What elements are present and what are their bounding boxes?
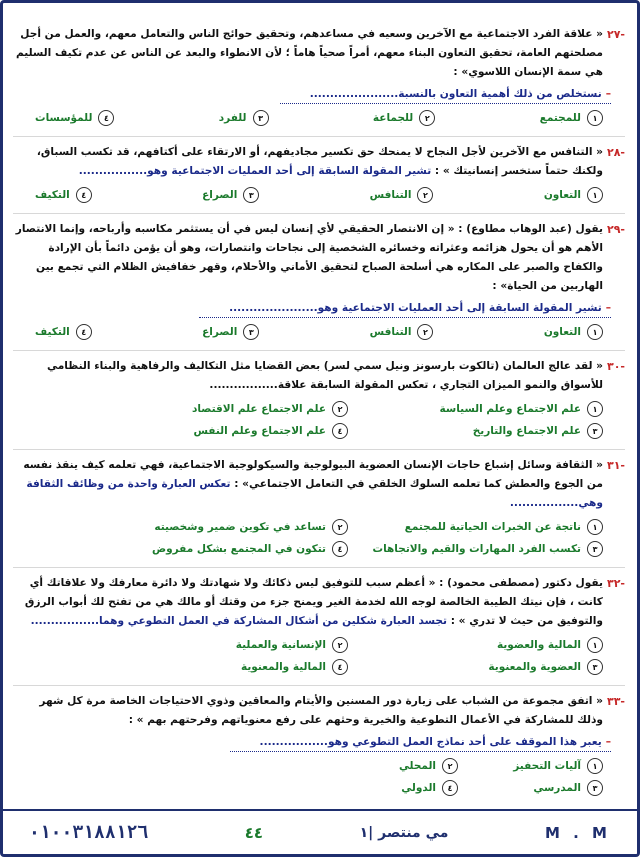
option-number-circle: ٣ <box>587 780 603 796</box>
option-label: ناتجة عن الخبرات الحياتية للمجتمع <box>404 521 581 533</box>
divider <box>13 685 625 686</box>
option-label: التعاون <box>543 326 581 338</box>
option-number-circle: ١ <box>587 324 603 340</box>
option-d[interactable] <box>35 110 114 126</box>
question-prompt: –يعبر هذا الموقف على أحد نماذج العمل التطوعي وهو................. <box>230 733 611 752</box>
option-number-circle: ٤ <box>76 324 92 340</box>
question-text: « اتفق مجموعة من الشباب على زيارة دور المسنين والأيتام والمعاقين وذوي الاحتياجات الخاصة مرة كل شهر وذلك للمشاركة في الأعمال التطوعية والخيرية وحثهم على رفع معنوياتهم وفرحتهم بهم » : <box>39 695 603 726</box>
question-body: « التنافس مع الآخرين لأجل النجاح لا يمنحك حق تكسير مجاديفهم، أو الارتقاء على أكتافهم، قد تكسب السباق، ولكنك حتماً ستخسر إنسانيتك » : <box>36 146 603 177</box>
question-32 <box>13 574 625 679</box>
option-number-circle: ٤ <box>442 780 458 796</box>
option-number-circle: ٤ <box>332 659 348 675</box>
options-grid <box>13 631 625 679</box>
option-number-circle: ٤ <box>76 187 92 203</box>
option-a[interactable] <box>348 401 603 417</box>
questions-container <box>13 25 625 806</box>
option-b[interactable] <box>370 324 434 340</box>
option-label: تساعد في تكوين ضمير وشخصيته <box>154 521 326 533</box>
option-label: المالية والعضوية <box>496 639 581 651</box>
options-row <box>13 104 625 130</box>
question-instruction: تشير المقولة السابقة إلى أحد العمليات الاجتماعية وهو................. <box>78 165 432 177</box>
question-number: -٣١ <box>606 459 625 472</box>
question-text <box>13 456 603 513</box>
option-b[interactable] <box>93 401 348 417</box>
option-label: المالية والمعنوية <box>241 661 326 673</box>
option-label: علم الاجتماع وعلم السياسة <box>439 403 581 415</box>
question-prompt-text: يعبر هذا الموقف على أحد نماذج العمل التطوعي وهو................. <box>259 736 602 748</box>
option-number-circle: ٢ <box>417 187 433 203</box>
option-number-circle: ١ <box>587 637 603 653</box>
option-number-circle: ٤ <box>332 541 348 557</box>
question-body: يقول دكتور (مصطفى محمود) : « أعظم سبب للتوفيق ليس ذكائك ولا شهادتك ولا دائرة معارفك ولا علاقاتك أي كانت ، فإن نيتك الطيبة الخالصة لوجه الله لخدمة الغير ويمنح جزء من وقتك أو مالك هي من تفتح لك أبواب الرزق والتوفيق من حيث لا تدري » : <box>24 577 603 627</box>
option-number-circle: ٤ <box>332 423 348 439</box>
option-a[interactable] <box>540 110 603 126</box>
question-33 <box>13 692 625 800</box>
option-label: التنافس <box>369 189 412 201</box>
option-number-circle: ٢ <box>332 637 348 653</box>
option-label: المدرسي <box>533 782 581 794</box>
option-label: علم الاجتماع والتاريخ <box>472 425 581 437</box>
question-prompt-text: تشير المقولة السابقة إلى أحد العمليات الاجتماعية وهو...................... <box>229 302 602 314</box>
option-label: للفرد <box>218 112 247 124</box>
page-number: ٤٤ <box>244 823 264 842</box>
option-label: التنافس <box>369 326 412 338</box>
option-number-circle: ٢ <box>332 401 348 417</box>
option-label: تتكون في المجتمع بشكل مفروض <box>152 543 326 555</box>
divider <box>13 136 625 137</box>
option-label: للمجتمع <box>539 112 581 124</box>
option-number-circle: ٢ <box>442 758 458 774</box>
option-number-circle: ٣ <box>253 110 269 126</box>
question-body: « الثقافة وسائل إشباع حاجات الإنسان العضوية البيولوجية والسيكولوجية الاجتماعية، فهي تعلمه كيف ينقذ نفسه من الجوع والعطش كما تعلمه السلوك الخلقي في التعامل الاجتماعي» : <box>23 459 603 490</box>
option-number-circle: ٣ <box>587 659 603 675</box>
teacher-name: مي منتصر |١ <box>359 824 449 841</box>
question-number: -٣٢ <box>606 577 625 590</box>
option-b[interactable] <box>373 110 435 126</box>
option-number-circle: ١ <box>587 758 603 774</box>
options-row <box>13 318 625 344</box>
option-number-circle: ١ <box>587 187 603 203</box>
option-label: آليات التحفيز <box>513 760 581 772</box>
question-number: -٣٠ <box>606 360 625 373</box>
option-number-circle: ٣ <box>587 423 603 439</box>
option-label: الإنسانية والعملية <box>235 639 326 651</box>
question-instruction: تجسد العبارة شكلين من أشكال المشاركة في العمل التطوعي وهما................. <box>30 615 448 627</box>
option-c[interactable] <box>219 110 269 126</box>
question-instruction: تعكس العبارة واحدة من وظائف الثقافة وهي................. <box>26 478 603 509</box>
author-initials: M . M <box>544 823 611 842</box>
divider <box>13 567 625 568</box>
question-number: -٢٩ <box>606 223 625 236</box>
question-30 <box>13 357 625 443</box>
question-number: -٢٧ <box>606 28 625 41</box>
option-number-circle: ٢ <box>332 519 348 535</box>
option-c[interactable] <box>202 187 259 203</box>
option-label: الصراع <box>202 189 238 201</box>
option-d[interactable] <box>93 541 348 557</box>
option-d[interactable] <box>35 187 92 203</box>
divider <box>13 213 625 214</box>
option-d[interactable] <box>93 659 348 675</box>
option-number-circle: ٣ <box>243 324 259 340</box>
question-number: -٣٣ <box>606 695 625 708</box>
question-text <box>13 574 603 631</box>
option-label: علم الاجتماع علم الاقتصاد <box>191 403 326 415</box>
option-c[interactable] <box>348 659 603 675</box>
option-number-circle: ١ <box>587 401 603 417</box>
question-number: -٢٨ <box>606 146 625 159</box>
option-a[interactable] <box>458 758 603 774</box>
option-number-circle: ٢ <box>419 110 435 126</box>
option-a[interactable] <box>544 324 603 340</box>
option-number-circle: ٢ <box>417 324 433 340</box>
option-b[interactable] <box>313 758 458 774</box>
option-d[interactable] <box>313 780 458 796</box>
question-prompt-text: نستخلص من ذلك أهمية التعاون بالنسبة...................... <box>309 88 602 100</box>
divider <box>13 350 625 351</box>
option-number-circle: ٣ <box>243 187 259 203</box>
option-a[interactable] <box>544 187 603 203</box>
question-text: يقول (عبد الوهاب مطاوع) : « إن الانتصار الحقيقي لأي إنسان ليس في أن يستثمر مكاسبه وأرباحه، وإنما الانتصار الأهم هو أن يحول هزائمه وعثراته وخسائره الشخصية إلى نجاحات وانتصارات، وهو أن يؤمن دائماً بأن الإرادة والكفاح والصبر على المكاره هي أسلحة الصباح لتحقيق الأماني والأحلام، وقهر خفافيش الظلام التي تجمع بين الهاربين من الحياة» : <box>15 223 603 292</box>
options-grid <box>13 395 625 443</box>
option-number-circle: ٤ <box>98 110 114 126</box>
question-28 <box>13 143 625 207</box>
option-label: التكيف <box>35 326 70 338</box>
option-label: للجماعة <box>372 112 414 124</box>
option-c[interactable] <box>458 780 603 796</box>
option-c[interactable] <box>202 324 259 340</box>
question-27 <box>13 25 625 130</box>
question-29 <box>13 220 625 344</box>
option-label: الصراع <box>202 326 238 338</box>
options-grid <box>13 513 625 561</box>
divider <box>13 449 625 450</box>
question-31 <box>13 456 625 561</box>
option-c[interactable] <box>348 541 603 557</box>
options-row <box>13 181 625 207</box>
option-label: الدولي <box>401 782 436 794</box>
options-grid <box>13 752 625 800</box>
option-d[interactable] <box>93 423 348 439</box>
option-label: العضوية والمعنوية <box>488 661 581 673</box>
option-number-circle: ١ <box>587 110 603 126</box>
option-label: التكيف <box>35 189 70 201</box>
option-label: تكسب الفرد المهارات والقيم والاتجاهات <box>372 543 581 555</box>
option-c[interactable] <box>348 423 603 439</box>
option-number-circle: ١ <box>587 519 603 535</box>
option-a[interactable] <box>348 519 603 535</box>
option-b[interactable] <box>93 637 348 653</box>
phone-number: ٠١٠٠٣١٨٨١٢٦ <box>29 822 149 843</box>
page-footer <box>3 809 637 854</box>
option-label: المحلي <box>398 760 436 772</box>
option-d[interactable] <box>35 324 92 340</box>
question-prompt: –تشير المقولة السابقة إلى أحد العمليات الاجتماعية وهو...................... <box>199 299 611 318</box>
option-label: علم الاجتماع وعلم النفس <box>193 425 326 437</box>
option-label: للمؤسسات <box>35 112 93 124</box>
question-text: « علاقة الفرد الاجتماعية مع الآخرين وسعيه في مساعدهم، وتحقيق حوائج الناس والتعامل معهم، والعمل من أجل مصلحتهم العامة، تحقيق التعاون البناء معهم، أمراً صحياً هاماً ؛ لأن الانطواء والبعد عن الناس عن عدم تكيف السليم هي سمة الإنسان اللاسوي» : <box>15 28 603 78</box>
option-b[interactable] <box>93 519 348 535</box>
question-prompt: –نستخلص من ذلك أهمية التعاون بالنسبة...................... <box>280 85 611 104</box>
option-label: التعاون <box>543 189 581 201</box>
option-number-circle: ٣ <box>587 541 603 557</box>
question-text <box>13 143 603 181</box>
question-text: « لقد عالج العالمان (تالكوت بارسونز ونيل سمي لسر) بعض القضايا مثل التكاليف والرفاهية والبناء النظامي للأسواق والنمو الميزان التجاري ، تعكس المقولة السابقة علاقة................. <box>47 360 603 391</box>
option-a[interactable] <box>348 637 603 653</box>
option-b[interactable] <box>370 187 434 203</box>
